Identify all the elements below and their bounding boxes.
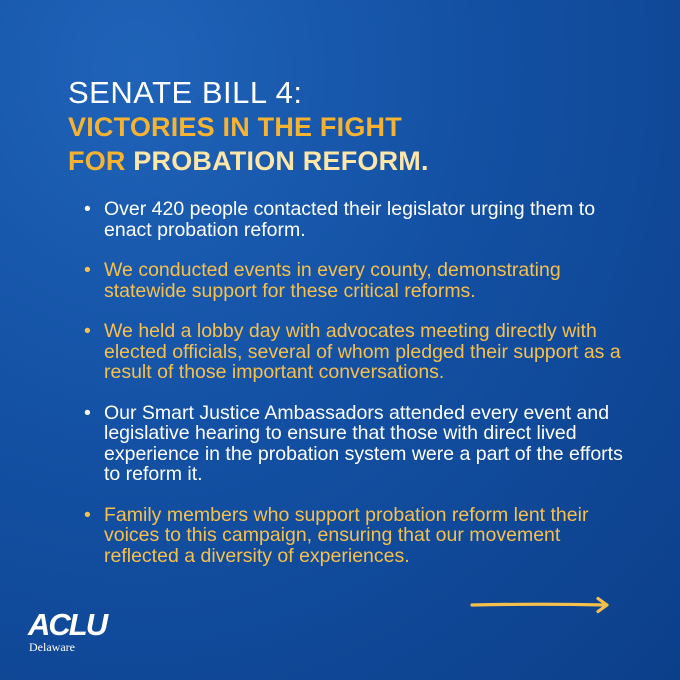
headline-probation-reform <box>68 144 628 178</box>
list-item <box>84 199 634 240</box>
list-item-text: Our Smart Justice Ambassadors attended every event and legislative hearing to ensure that those with direct lived experience in the probation system were a part of the efforts to reform it. <box>104 401 623 485</box>
list-item-text: We conducted events in every county, demonstrating statewide support for these critical reforms. <box>104 259 561 302</box>
arrow-right-icon[interactable] <box>470 595 612 615</box>
bullet-icon: • <box>84 259 91 281</box>
victories-list <box>84 199 634 586</box>
list-item <box>84 403 634 485</box>
headline <box>68 76 628 178</box>
bullet-icon: • <box>84 401 91 424</box>
list-item-text: Family members who support probation reform lent their voices to this campaign, ensuring that our movement reflected a diversity of experiences. <box>104 503 589 567</box>
aclu-logo-mark: ACLU <box>28 607 107 642</box>
aclu-logo <box>28 607 118 654</box>
headline-for: FOR <box>68 146 126 176</box>
list-item <box>84 260 634 301</box>
headline-bill-name: SENATE BILL 4: <box>68 75 303 110</box>
headline-rest: PROBATION REFORM. <box>125 146 429 176</box>
bullet-icon: • <box>84 320 91 342</box>
bullet-icon: • <box>84 198 91 220</box>
headline-victories: VICTORIES IN THE FIGHT <box>68 112 402 142</box>
list-item <box>84 321 634 383</box>
list-item <box>84 505 634 567</box>
aclu-logo-affiliate: Delaware <box>29 640 75 654</box>
list-item-text: We held a lobby day with advocates meeting directly with elected officials, several of whom pledged their support as a result of those important conversations. <box>104 320 621 383</box>
list-item-text: Over 420 people contacted their legislator urging them to enact probation reform. <box>104 198 596 241</box>
bullet-icon: • <box>84 503 91 526</box>
